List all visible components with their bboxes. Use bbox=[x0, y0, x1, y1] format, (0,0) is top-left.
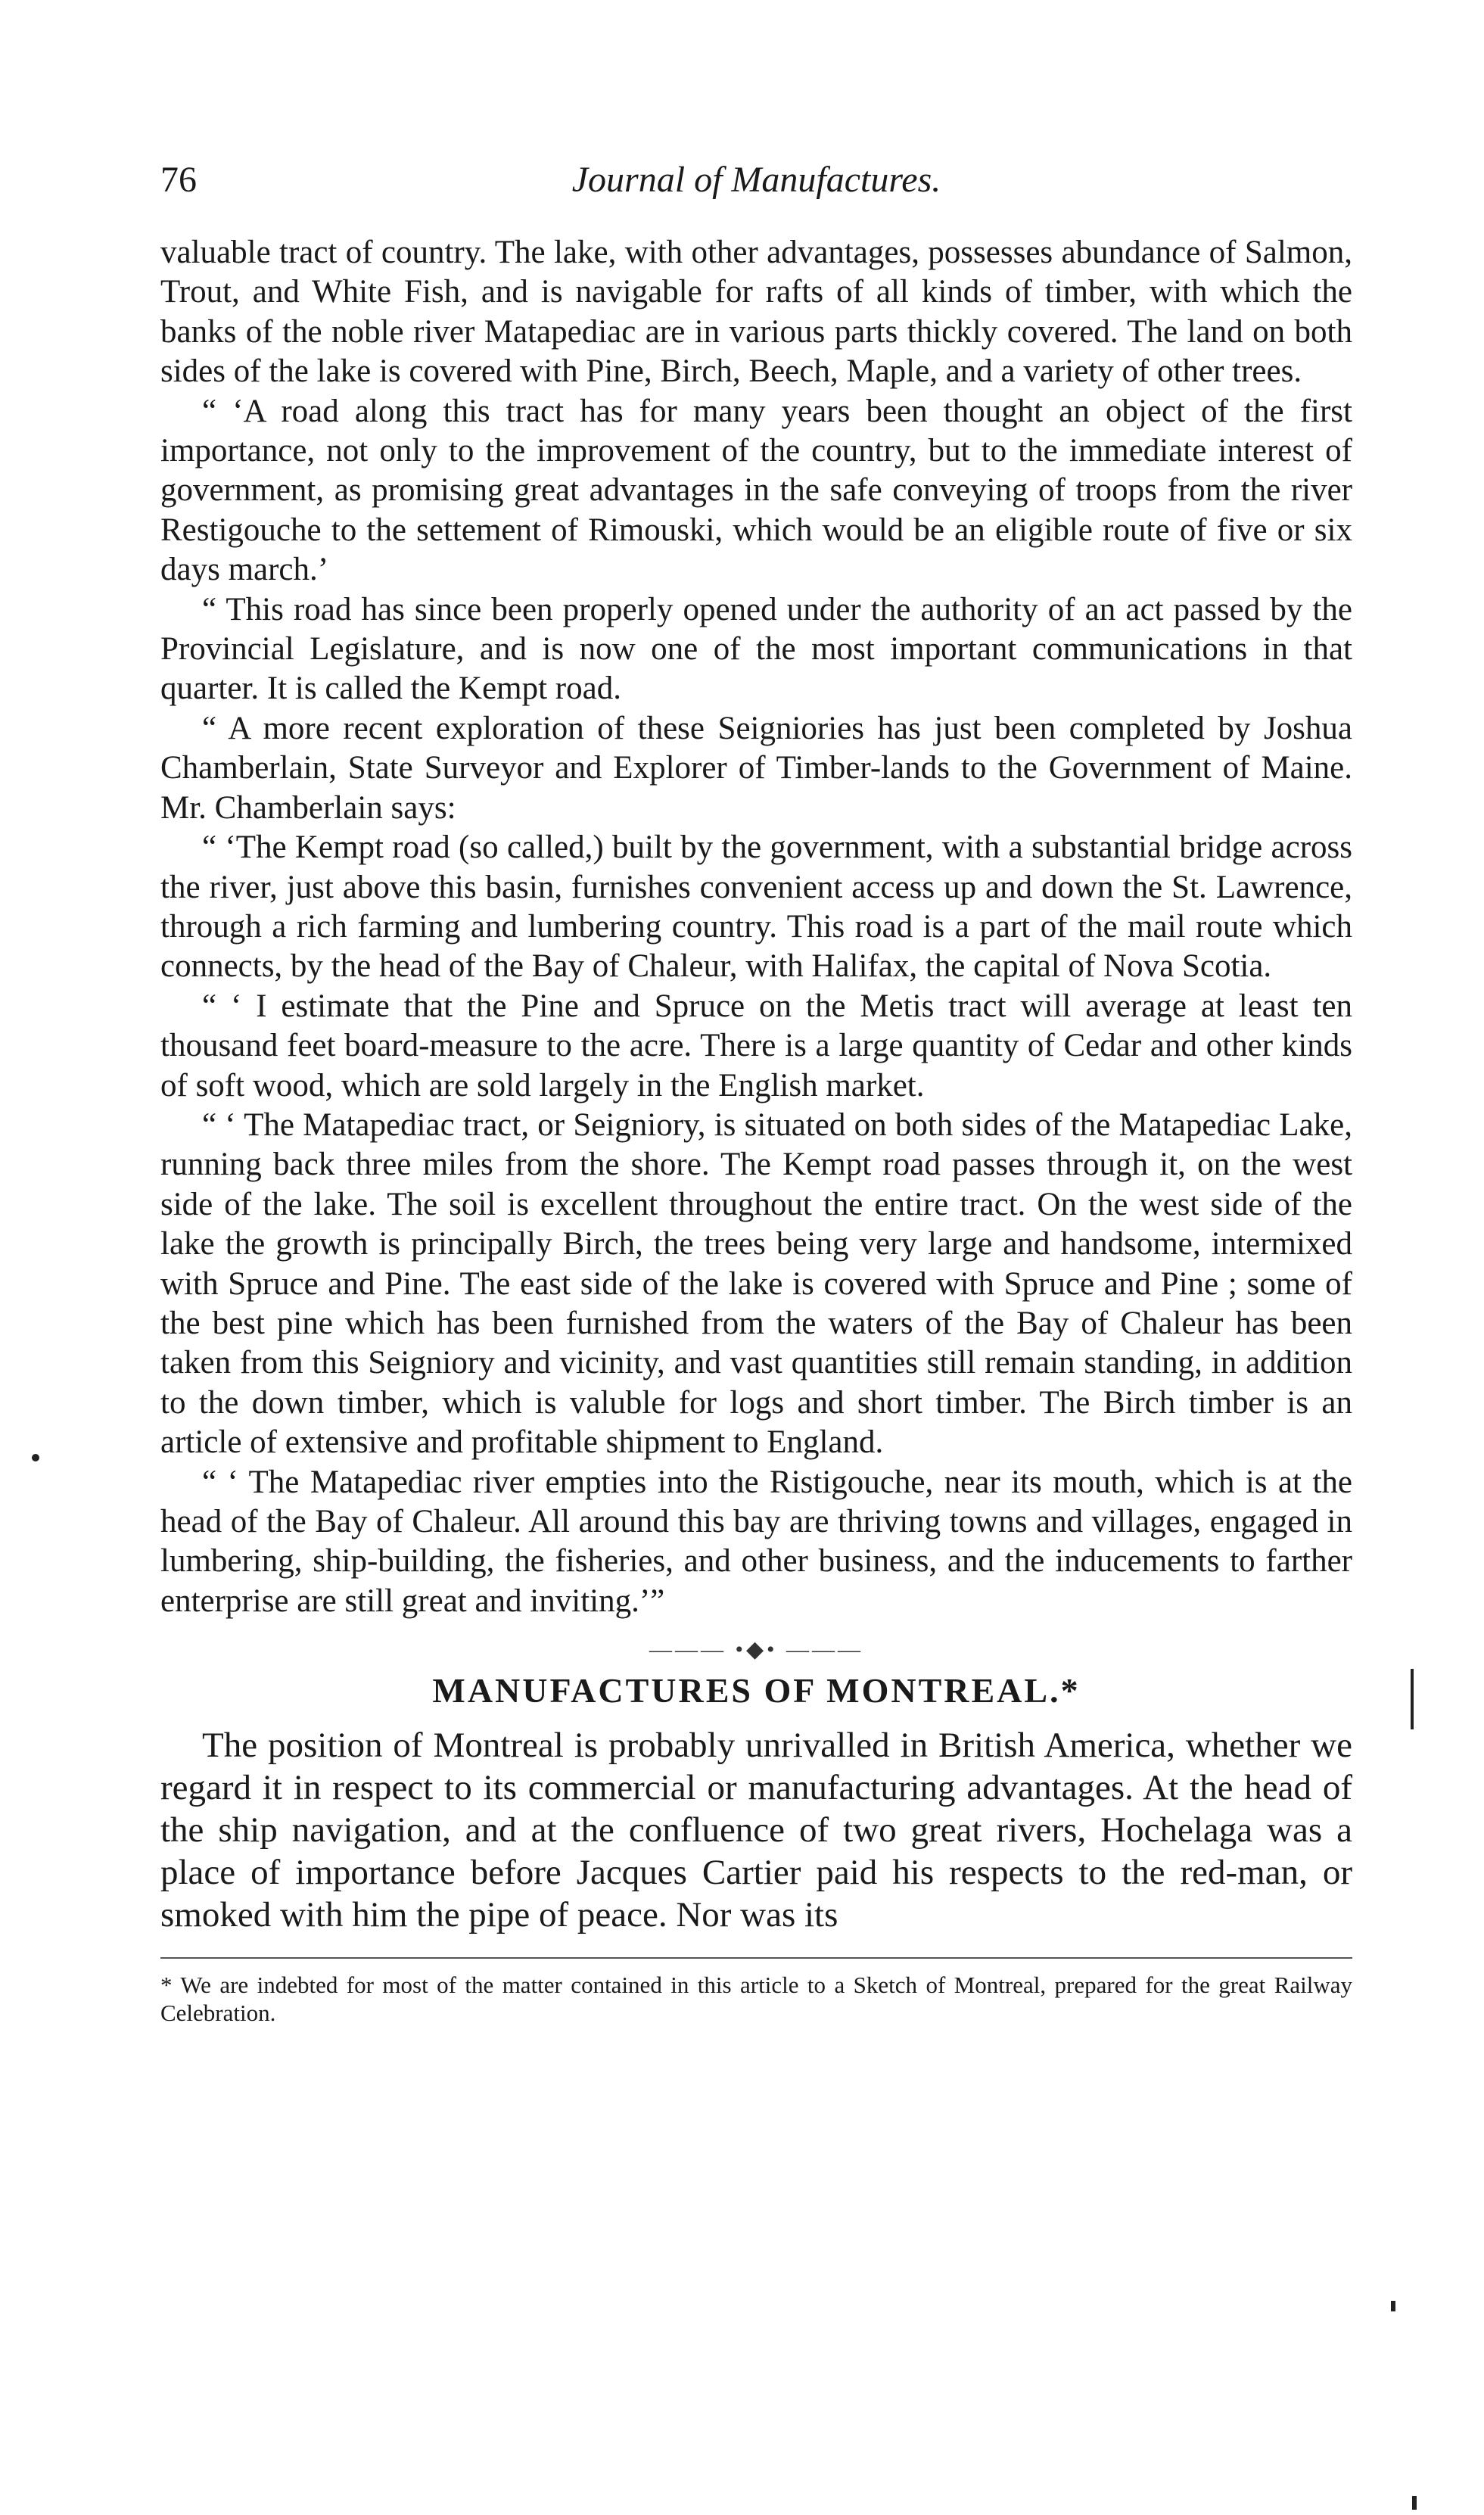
section-ornament: ——— •◆• ——— bbox=[649, 1637, 864, 1663]
footnote-divider bbox=[160, 1957, 1352, 1959]
paragraph: “ ‘ The Matapediac tract, or Seigniory, is situated on both sides of the Matapediac Lake, running back three miles from the shore. The Kempt road passes through it, on the west side of the lake. The soil is excellent throughout the entire tract. On the west side of the lake the growth is principally Birch, the trees being very large and handsome, intermixed with Spruce and Pine. The east side of the lake is covered with Spruce and Pine ; some of the best pine which has been furnished from the waters of the Bay of Chaleur has been taken from this Seigniory and vicinity, and vast quantities still remain standing, in addition to the down timber, which is valuble for logs and short timber. The Birch timber is an article of extensive and profitable shipment to England. bbox=[160, 1107, 1352, 1461]
running-title: Journal of Manufactures. bbox=[571, 160, 941, 200]
paragraph: “ A more recent exploration of these Seigniories has just been completed by Joshua Chamberlain, State Surveyor and Explorer of Timber-lands to the Government of Maine. Mr. Chamberlain says: bbox=[160, 710, 1352, 826]
page-number: 76 bbox=[160, 160, 197, 200]
paragraph: “ ‘A road along this tract has for many years been thought an object of the first importance, not only to the improvement of the country, but to the immediate interest of government, as promising great advantages in the safe conveying of troops from the river Restigouche to the settement of Rimouski, which would be an eligible route of five or six days march.’ bbox=[160, 393, 1352, 588]
section-heading: MANUFACTURES OF MONTREAL.* bbox=[432, 1671, 1081, 1710]
scan-mark bbox=[1391, 2301, 1395, 2311]
paragraph: valuable tract of country. The lake, with other advantages, possesses abundance of Salmon, Trout, and White Fish, and is navigable for rafts of all kinds of timber, with which the banks of the noble river Matapediac are in various parts thickly covered. The land on both sides of the lake is covered with Pine, Birch, Beech, Maple, and a variety of other trees. bbox=[160, 235, 1352, 390]
paragraph: The position of Montreal is probably unrivalled in British America, whether we regard it in respect to its commercial or manufacturing advantages. At the head of the ship navigation, and at the confluence of two great rivers, Hochelaga was a place of importance before Jacques Cartier paid his respects to the red-man, or smoked with him the pipe of peace. Nor was its bbox=[160, 1726, 1352, 1935]
page-header bbox=[160, 159, 1352, 212]
margin-mark bbox=[32, 1454, 39, 1461]
section-text bbox=[160, 1724, 1352, 1936]
paragraph: “ This road has since been properly opened under the authority of an act passed by the Provincial Legislature, and is now one of the most important communications in that quarter. It is called the Kempt road. bbox=[160, 591, 1352, 707]
page bbox=[160, 159, 1352, 2027]
paragraph: “ ‘ The Matapediac river empties into the Ristigouche, near its mouth, which is at the head of the Bay of Chaleur. All around this bay are thriving towns and villages, engaged in lumbering, ship-building, the fisheries, and other business, and the inducements to farther enterprise are still great and inviting.’” bbox=[160, 1464, 1352, 1619]
scan-mark bbox=[1412, 2496, 1417, 2510]
body-text bbox=[160, 233, 1352, 1621]
paragraph: “ ‘ I estimate that the Pine and Spruce on the Metis tract will average at least ten thousand feet board-measure to the acre. There is a large quantity of Cedar and other kinds of soft wood, which are sold largely in the English market. bbox=[160, 988, 1352, 1103]
paragraph: “ ‘The Kempt road (so called,) built by the government, with a substantial bridge across the river, just above this basin, furnishes convenient access up and down the St. Lawrence, through a rich farming and lumbering country. This road is a part of the mail route which connects, by the head of the Bay of Chaleur, with Halifax, the capital of Nova Scotia. bbox=[160, 830, 1352, 985]
footnote: * We are indebted for most of the matter contained in this article to a Sketch of Montreal, prepared for the great Railway Celebration. bbox=[160, 1972, 1352, 2027]
scan-mark bbox=[1411, 1669, 1414, 1729]
